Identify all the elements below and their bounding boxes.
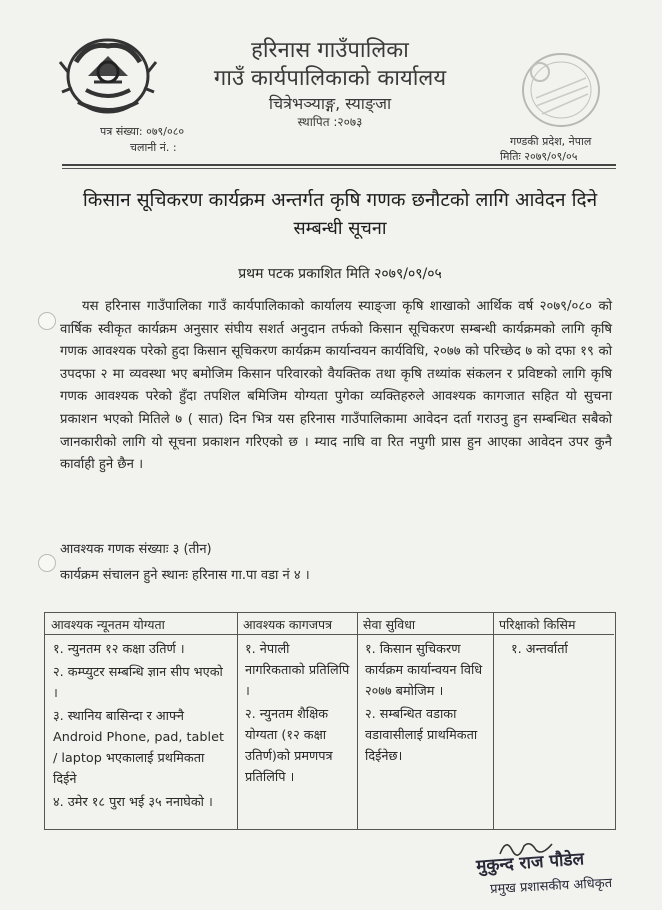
documents-column (237, 613, 358, 829)
requirements-table (44, 612, 616, 830)
list-item: १. न्युनतम १२ कक्षा उतिर्ण । (53, 642, 185, 657)
punch-hole (38, 554, 56, 572)
table-cell (45, 637, 237, 815)
office-seal-icon (516, 48, 606, 132)
issue-date: मितिः २०७९/०९/०५ (500, 150, 578, 163)
municipality-name: हरिनास गाउँपालिका (251, 38, 409, 63)
benefits-column (357, 613, 494, 829)
published-date: प्रथम पटक प्रकाशित मिति २०७९/०९/०५ (238, 266, 442, 282)
header-divider-thin (62, 168, 616, 169)
list-item: २. सम्बन्धित वडाका वडावासीलाई प्राथमिकता दिईनेछ। (365, 707, 478, 764)
signatory-name: मुकुन्द राज पौडेल (475, 849, 585, 877)
program-venue: कार्यक्रम संचालन हुने स्थानः हरिनास गा.पा वडा नं ४ । (60, 568, 310, 583)
table-header: सेवा सुविधा (357, 613, 493, 635)
notice-subtitle: सम्बन्धी सूचना (293, 218, 387, 239)
punch-hole (38, 312, 56, 330)
enumerator-count: आवश्यक गणक संख्याः ३ (तीन) (60, 542, 212, 557)
list-item: १. किसान सुचिकरण कार्यक्रम कार्यान्वयन विधि २०७७ बमोजिम । (365, 642, 483, 699)
qualification-column (45, 613, 238, 829)
list-item: १. अन्तर्वार्ता (511, 642, 568, 657)
signatory-title: प्रमुख प्रशासकीय अधिकृत (489, 875, 613, 898)
office-address: चित्रेभञ्याङ्ग, स्याङ्जा (268, 94, 392, 113)
list-item: २. न्युनतम शैक्षिक योग्यता (१२ कक्षा उतिर्ण)को प्रमणपत्र प्रतिलिपि । (245, 707, 333, 785)
list-item: ४. उमेर १८ पुरा भई ३५ ननाघेको । (53, 795, 213, 810)
established-year: स्थापित :२०७३ (297, 115, 363, 129)
notice-title: किसान सूचिकरण कार्यक्रम अन्तर्गत कृषि गणक छनौटको लागि आवेदन दिने (82, 189, 598, 211)
nepal-emblem-icon (58, 32, 158, 122)
reference-number: पत्र संख्या: ०७९/०८० (100, 125, 185, 138)
table-header: आवश्यक न्यूनतम योग्यता (45, 613, 237, 635)
table-cell (357, 637, 493, 769)
list-item: १. नेपाली नागरिकताको प्रतिलिपि । (245, 642, 350, 699)
exam-type-column (493, 613, 614, 829)
table-header: आवश्यक कागजपत्र (237, 613, 357, 635)
list-item: २. कम्प्युटर सम्बन्धि ज्ञान सीप भएको । (53, 665, 223, 701)
table-cell (493, 637, 614, 662)
header-divider (62, 164, 616, 166)
table-header: परिक्षाको किसिम (493, 613, 614, 635)
dispatch-number: चलानी नं. : (130, 141, 177, 154)
list-item: ३. स्थानिय बासिन्दा र आफ्नै Android Phone, pad, tablet / laptop भएकालाई प्रथमिकता दिईने (53, 709, 224, 787)
table-cell (237, 637, 357, 790)
province-label: गण्डकी प्रदेश, नेपाल (510, 135, 592, 148)
office-name: गाउँ कार्यपालिकाको कार्यालय (213, 66, 447, 91)
notice-body: यस हरिनास गाउँपालिका गाउँ कार्यपालिकाको कार्यालय स्याङ्जा कृषि शाखाको आर्थिक वर्ष २०७९/०८० को वार्षिक स्वीकृत कार्यक्रम अनुसार संघीय सशर्त अनुदान तर्फको किसान सूचिकरण सम्बन्धी कार्यक्रमको लागि कृषि गणक आवश्यक परेको हुदा किसान सूचिकरण कार्यक्रम कार्यान्वयन कार्यविधि, २०७७ को परिच्छेद ७ को दफा १९ को उपदफा २ मा व्यवस्था भए बमोजिम किसान परिवारको वैयक्तिक तथा कृषि तथ्यांक संकलन र प्रविष्टको लागि कृषि गणक आवश्यक परेको हुँदा तपशिल बमिजिम योग्यता पुगेका व्यक्तिहरुले आवश्यक कागजात सहित यो सुचना प्रकाशन भएको मितिले ७ ( सात) दिन भित्र यस हरिनास गाउँपालिकामा आवेदन दर्ता गराउनु हुन सम्बन्धित सबैको जानकारीको लागि यो सूचना प्रकाशन गरिएको छ । म्याद नाघि वा रित नपुगी प्रास हुन आएका आवेदन उपर कुनै कार्वाही हुने छैन । (60, 299, 612, 473)
